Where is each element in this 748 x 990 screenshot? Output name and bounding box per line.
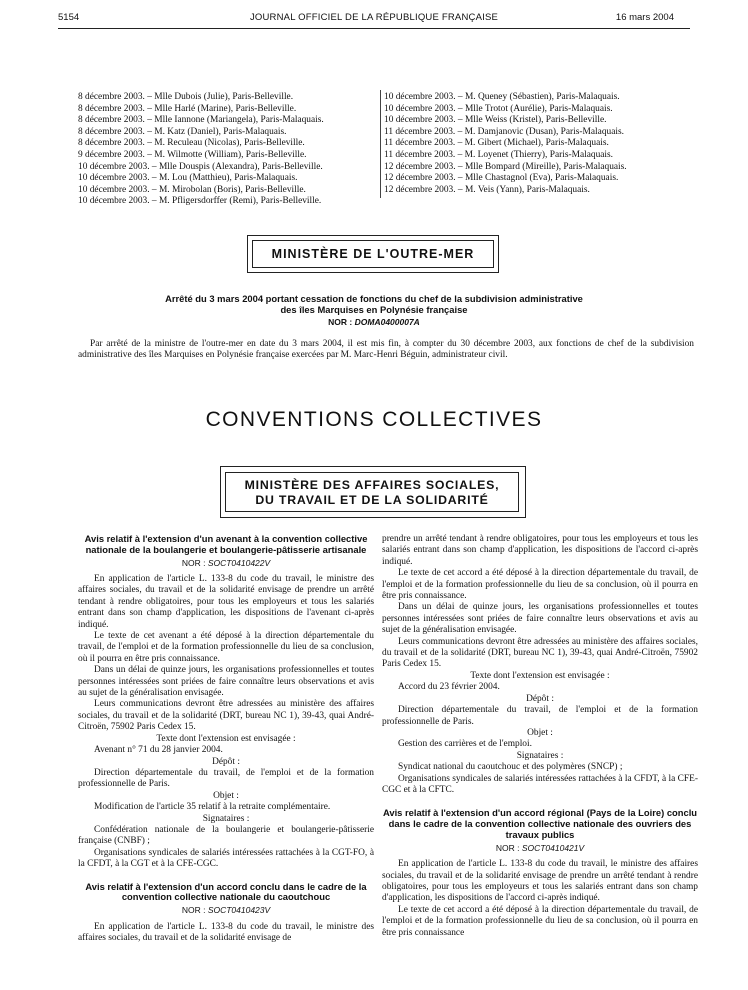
page-number: 5154 — [58, 12, 80, 23]
avis1-p4: Leurs communications devront être adressées au ministère des affaires sociales, du travail et de la solidarité (DRT, bureau NC 1), 39-43, quai André-Citroën, 75902 Paris Cedex 15. — [78, 699, 374, 733]
avis1-sign-label: Signataires : — [202, 813, 250, 824]
left-column — [78, 534, 374, 944]
avis3-title: Avis relatif à l'extension d'un accord régional (Pays de la Loire) conclu dans le cadre de la convention collective nationale des ouvriers des travaux publics — [382, 807, 698, 840]
ministry2-title-line1: MINISTÈRE DES AFFAIRES SOCIALES, — [244, 478, 500, 492]
avis1-p1: En application de l'article L. 133-8 du code du travail, le ministre des affaires sociales, du travail et de la solidarité envisage de prendre un arrêté tendant à rendre obligatoires, pour tous les employeurs et tous les salariés entrant dans son champ d'application, les dispositions de l'avenant ci-après indiqué. — [78, 574, 374, 630]
list-item: 11 décembre 2003. – M. Loyenet (Thierry), Paris-Malaquais. — [384, 149, 614, 160]
list-item: 12 décembre 2003. – Mlle Bompard (Mireille), Paris-Malaquais. — [384, 161, 627, 172]
avis2-p2: Le texte de cet accord a été déposé à la direction départementale du travail, de l'emploi et de la formation professionnelle du lieu de sa conclusion, où il pourra en être pris connaissance. — [382, 568, 698, 602]
page-header — [0, 10, 748, 24]
list-item: 11 décembre 2003. – M. Gibert (Michael), Paris-Malaquais. — [384, 138, 609, 149]
nor-label: NOR : — [181, 905, 206, 916]
avis2-p1-cont: prendre un arrêté tendant à rendre obligatoires, pour tous les employeurs et tous les salariés entrant dans son champ d'application, les dispositions de l'accord ci-après indiqué. — [382, 534, 698, 567]
arrete-title-line2: des îles Marquises en Polynésie française — [280, 304, 468, 315]
avis2-texte-label: Texte dont l'extension est envisagée : — [470, 670, 610, 681]
avis1-title: Avis relatif à l'extension d'un avenant à la convention collective nationale de la boulangerie et boulangerie-pâtisserie artisanale — [84, 533, 368, 555]
nor-code: SOCT0410423V — [207, 905, 271, 916]
arrete-title — [110, 293, 638, 328]
avis2-depot-label: Dépôt : — [526, 693, 554, 704]
right-column — [382, 534, 698, 939]
nor-code: SOCT0410421V — [521, 842, 585, 853]
avis2-p1-start: En application de l'article L. 133-8 du code du travail, le ministre des affaires sociales, du travail et de la solidarité envisage de — [78, 921, 374, 943]
avis2-objet-value: Gestion des carrières et de l'emploi. — [398, 739, 532, 750]
header-rule — [58, 28, 690, 29]
avis2-p3: Dans un délai de quinze jours, les organisations professionnelles et toutes personnes intéressées sont priées de faire connaître leurs observations et avis au sujet de la généralisation envisagée. — [382, 602, 698, 636]
nominations-left — [78, 92, 378, 208]
list-item: 12 décembre 2003. – M. Veis (Yann), Paris-Malaquais. — [384, 184, 590, 195]
nor-label: NOR : — [181, 557, 206, 568]
list-item: 10 décembre 2003. – Mlle Trotot (Aurélie), Paris-Malaquais. — [384, 103, 613, 114]
list-item: 10 décembre 2003. – M. Mirobolan (Boris), Paris-Belleville. — [78, 184, 306, 195]
avis2-objet-label: Objet : — [527, 727, 553, 738]
avis2-sign-label: Signataires : — [516, 750, 564, 761]
list-item: 8 décembre 2003. – Mlle Harlé (Marine), Paris-Belleville. — [78, 103, 297, 114]
avis3-nor — [382, 843, 698, 854]
nor-label: NOR : — [495, 842, 520, 853]
avis2-nor — [78, 905, 374, 916]
section-title: CONVENTIONS COLLECTIVES — [205, 408, 543, 431]
avis2-sign-2: Organisations syndicales de salariés intéressées rattachées à la CFDT, à la CFE-CGC et à la CFTC. — [382, 773, 698, 795]
list-item: 8 décembre 2003. – Mlle Dubois (Julie), Paris-Belleville. — [78, 92, 294, 102]
nor-code: SOCT0410422V — [207, 557, 271, 568]
avis1-p2: Le texte de cet avenant a été déposé à la direction départementale du travail, de l'emploi et de la formation professionnelle du lieu de sa conclusion, où il pourra en être pris connaissance. — [78, 631, 374, 664]
journal-title: JOURNAL OFFICIEL DE LA RÉPUBLIQUE FRANÇAISE — [249, 12, 499, 23]
avis2-sign-1: Syndicat national du caoutchouc et des polymères (SNCP) ; — [398, 762, 623, 773]
avis1-objet-value: Modification de l'article 35 relatif à la retraite complémentaire. — [94, 802, 331, 813]
list-item: 8 décembre 2003. – M. Reculeau (Nicolas), Paris-Belleville. — [78, 138, 305, 149]
avis1-texte-value: Avenant n° 71 du 28 janvier 2004. — [94, 745, 223, 756]
avis3-p2: Le texte de cet accord a été déposé à la direction départementale du travail, de l'emploi et de la formation professionnelle du lieu de sa conclusion, où il pourra en être pris connaissance — [382, 904, 698, 938]
arrete-body: Par arrêté de la ministre de l'outre-mer en date du 3 mars 2004, il est mis fin, à compter du 30 décembre 2003, aux fonctions de chef de la subdivision administrative des îles Marquises en Polynésie française exercées par M. Marc-Henri Béguin, administrateur civil. — [78, 339, 694, 361]
avis3-p1: En application de l'article L. 133-8 du code du travail, le ministre des affaires sociales, du travail et de la solidarité envisage de prendre un arrêté tendant à rendre obligatoires, pour tous les employeurs et tous les salariés entrant dans son champ d'application, les dispositions de l'accord ci-après indiqué. — [382, 859, 698, 904]
avis1-depot-value: Direction départementale du travail, de l'emploi et de la formation professionnelle de Paris. — [78, 767, 374, 790]
list-item: 10 décembre 2003. – M. Lou (Matthieu), Paris-Malaquais. — [78, 173, 298, 184]
avis2-texte-value: Accord du 23 février 2004. — [398, 682, 500, 693]
avis2-depot-value: Direction départementale du travail, de l'emploi et de la formation professionnelle de Paris. — [382, 705, 698, 727]
nominations-right — [384, 92, 694, 196]
list-item: 11 décembre 2003. – M. Damjanovic (Dusan), Paris-Malaquais. — [384, 126, 624, 137]
list-item: 10 décembre 2003. – M. Queney (Sébastien), Paris-Malaquais. — [384, 92, 620, 102]
nor-code: DOMA0400007A — [354, 317, 420, 327]
avis1-nor — [78, 558, 374, 569]
avis1-texte-label: Texte dont l'extension est envisagée : — [156, 733, 296, 744]
avis1-sign-2: Organisations syndicales de salariés intéressées rattachées à la CGT-FO, à la CFDT, à la CGT et à la CFE-CGC. — [78, 847, 374, 870]
nor-label: NOR : — [328, 317, 353, 327]
list-item: 9 décembre 2003. – M. Wilmotte (William), Paris-Belleville. — [78, 149, 307, 160]
avis2-p4: Leurs communications devront être adressées au ministère des affaires sociales, du travail et de la solidarité (DRT, bureau NC 1), 39-43, quai André-Citroën, 75902 Paris Cedex 15. — [382, 636, 698, 670]
issue-date: 16 mars 2004 — [615, 12, 674, 23]
avis1-p3: Dans un délai de quinze jours, les organisations professionnelles et toutes personnes intéressées sont priées de faire connaître leurs observations et avis au sujet de la généralisation envisagée. — [78, 665, 374, 699]
avis1-depot-label: Dépôt : — [212, 756, 240, 767]
ministry2-title — [225, 472, 519, 512]
ministry2-title-line2: DU TRAVAIL ET DE LA SOLIDARITÉ — [255, 493, 489, 507]
nor-reference — [110, 317, 638, 328]
arrete-title-line1: Arrêté du 3 mars 2004 portant cessation de fonctions du chef de la subdivision administrative — [165, 293, 583, 304]
list-item: 8 décembre 2003. – Mlle Iannone (Mariangela), Paris-Malaquais. — [78, 115, 324, 126]
avis1-objet-label: Objet : — [213, 790, 239, 801]
list-item: 12 décembre 2003. – Mlle Chastagnol (Eva), Paris-Malaquais. — [384, 173, 619, 184]
list-item: 10 décembre 2003. – M. Pfligersdorffer (Remi), Paris-Belleville. — [78, 196, 322, 207]
list-item: 10 décembre 2003. – Mlle Weiss (Kristel), Paris-Belleville. — [384, 115, 607, 126]
list-item: 10 décembre 2003. – Mlle Douspis (Alexandra), Paris-Belleville. — [78, 161, 323, 172]
column-divider — [380, 90, 381, 198]
avis2-title: Avis relatif à l'extension d'un accord conclu dans le cadre de la convention collective nationale du caoutchouc — [85, 880, 367, 903]
avis1-sign-1: Confédération nationale de la boulangerie et boulangerie-pâtisserie française (CNBF) ; — [78, 824, 374, 847]
list-item: 8 décembre 2003. – M. Katz (Daniel), Paris-Malaquais. — [78, 126, 287, 137]
ministry-title: MINISTÈRE DE L'OUTRE-MER — [252, 240, 494, 268]
